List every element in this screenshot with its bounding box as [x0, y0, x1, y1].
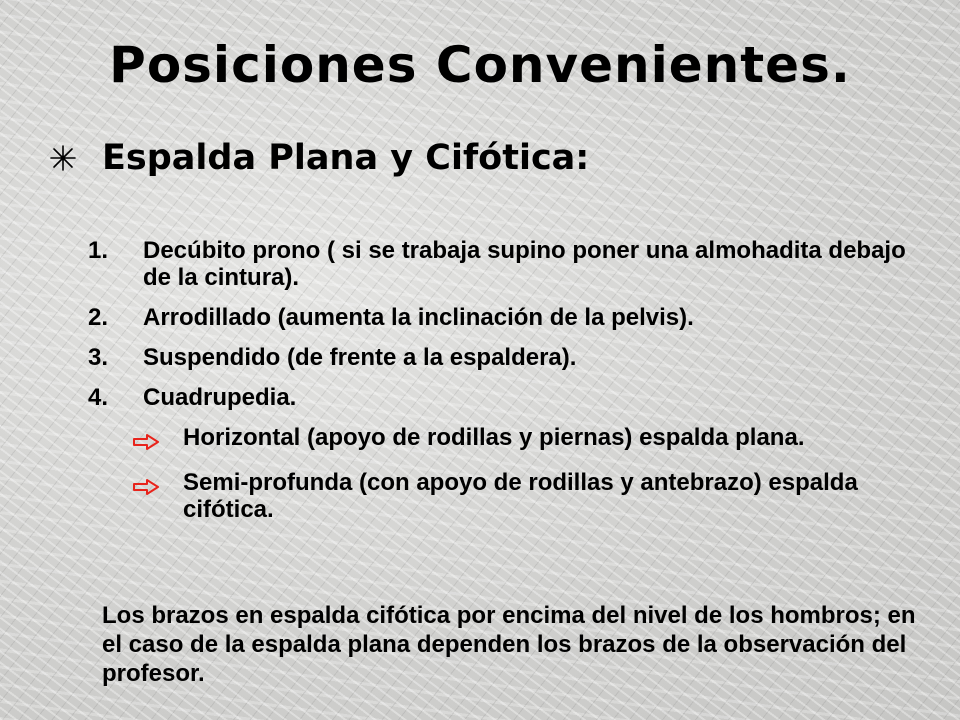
item-number: 4.: [88, 384, 109, 411]
arrow-right-icon: [133, 424, 183, 456]
positions-list: [88, 237, 928, 536]
note-paragraph: Los brazos en espalda cifótica por encima del nivel de los hombros; en el caso de la espalda plana dependen los brazos de la observación del profesor.: [102, 602, 916, 687]
list-item: [88, 237, 928, 291]
subtitle-row: [50, 138, 589, 178]
item-text: Suspendido (de frente a la espaldera).: [143, 344, 577, 371]
sub-item-text: Semi-profunda (con apoyo de rodillas y antebrazo) espalda cifótica.: [183, 469, 858, 523]
slide-title: Posiciones Convenientes.: [109, 36, 851, 94]
arrow-right-icon: [133, 469, 183, 523]
list-item: [88, 344, 928, 371]
item-number: 3.: [88, 344, 109, 371]
item-text: Decúbito prono ( si se trabaja supino poner una almohadita debajo de la cintura).: [143, 237, 906, 291]
list-item: [88, 304, 928, 331]
sub-item-text: Horizontal (apoyo de rodillas y piernas) espalda plana.: [183, 424, 805, 451]
sub-list-item: [133, 424, 928, 456]
star-bullet-icon: [50, 145, 76, 171]
item-text: Cuadrupedia.: [143, 384, 297, 411]
list-item: [88, 384, 928, 411]
item-text: Arrodillado (aumenta la inclinación de la pelvis).: [143, 304, 694, 331]
item-number: 1.: [88, 237, 109, 264]
sub-list-item: [133, 469, 928, 523]
slide-subtitle: Espalda Plana y Cifótica:: [102, 138, 590, 178]
item-number: 2.: [88, 304, 109, 331]
